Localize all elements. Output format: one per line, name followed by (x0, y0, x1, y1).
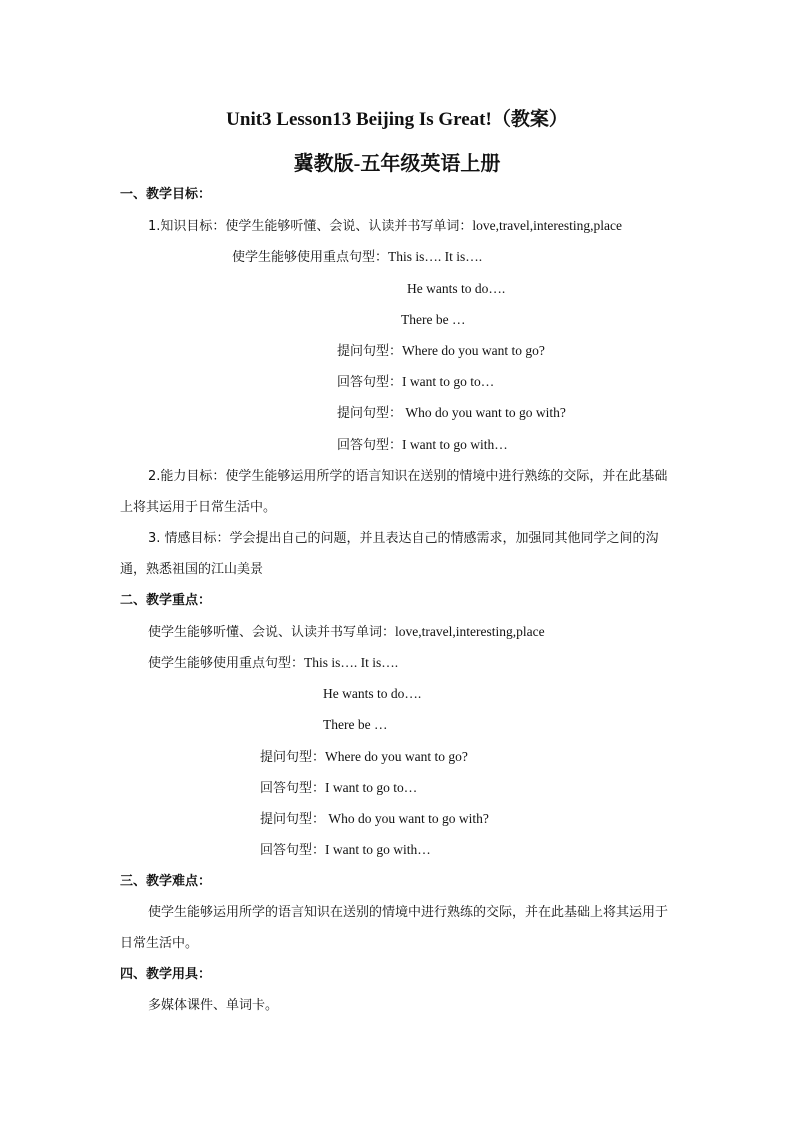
section-heading-key-points: 二、教学重点： (120, 593, 212, 608)
key-question-line-1 (260, 748, 468, 767)
answer-label: 回答句型： (337, 438, 403, 453)
ability-objective: 2.能力目标：使学生能够运用所学的语言知识在送别的情境中进行熟练的交际，并在此基础上将其运用于日常生活中。 (120, 469, 668, 515)
knowledge-label: 1.知识目标：使学生能够听懂、会说、认读并书写单词： (148, 219, 473, 234)
key-pattern-there-be: There be … (323, 717, 388, 732)
teaching-aids-text: 多媒体课件、单词卡。 (148, 998, 279, 1013)
section-heading-objectives: 一、教学目标： (120, 187, 212, 202)
key-pattern-wants: He wants to do…. (323, 686, 422, 701)
answer-line-1 (337, 373, 494, 392)
question-label: 提问句型： (337, 406, 403, 421)
key-pattern-this-is: This is…. It is…. (304, 655, 399, 670)
pattern-wants-line (407, 280, 505, 299)
question-text: Where do you want to go? (325, 749, 468, 764)
pattern-wants: He wants to do…. (407, 281, 506, 296)
answer-text: I want to go with… (402, 437, 508, 452)
knowledge-objective (148, 217, 622, 236)
key-pattern-wants-line (323, 685, 421, 704)
pattern-this-is: This is…. It is…. (388, 249, 483, 264)
answer-line-2 (337, 436, 508, 455)
question-text: Who do you want to go with? (325, 811, 489, 826)
document-subtitle: 冀教版-五年级英语上册 (293, 153, 501, 175)
knowledge-words: love,travel,interesting,place (472, 218, 622, 233)
section-heading-difficulties: 三、教学难点： (120, 874, 212, 889)
key-sentence-line (148, 654, 398, 673)
key-answer-line-2 (260, 841, 431, 860)
question-text: Where do you want to go? (402, 343, 545, 358)
document-title: Unit3 Lesson13 Beijing Is Great!（教案） (226, 109, 568, 130)
key-question-line-2 (260, 810, 489, 829)
answer-text: I want to go to… (325, 780, 418, 795)
pattern-there-be-line (401, 311, 465, 330)
key-answer-line-1 (260, 779, 417, 798)
key-words-label: 使学生能够听懂、会说、认读并书写单词： (148, 625, 396, 640)
question-label: 提问句型： (260, 750, 326, 765)
answer-label: 回答句型： (260, 843, 326, 858)
question-line-1 (337, 342, 545, 361)
answer-label: 回答句型： (260, 781, 326, 796)
key-pattern-there-be-line (323, 716, 387, 735)
answer-text: I want to go with… (325, 842, 431, 857)
difficulties-text: 使学生能够运用所学的语言知识在送别的情境中进行熟练的交际，并在此基础上将其运用于日常生活中。 (120, 905, 669, 951)
emotion-objective: 3. 情感目标：学会提出自己的问题，并且表达自己的情感需求，加强同其他同学之间的沟通，熟悉祖国的江山美景 (120, 531, 659, 577)
key-words-line (148, 623, 545, 642)
question-line-2 (337, 404, 566, 423)
section-heading-teaching-aids: 四、教学用具： (120, 967, 212, 982)
question-label: 提问句型： (337, 344, 403, 359)
key-sentence-label: 使学生能够使用重点句型： (148, 656, 305, 671)
key-words: love,travel,interesting,place (395, 624, 545, 639)
answer-label: 回答句型： (337, 375, 403, 390)
pattern-there-be: There be … (401, 312, 466, 327)
question-label: 提问句型： (260, 812, 326, 827)
sentence-label: 使学生能够使用重点句型： (232, 250, 389, 265)
sentence-patterns-line (232, 248, 482, 267)
answer-text: I want to go to… (402, 374, 495, 389)
question-text: Who do you want to go with? (402, 405, 566, 420)
